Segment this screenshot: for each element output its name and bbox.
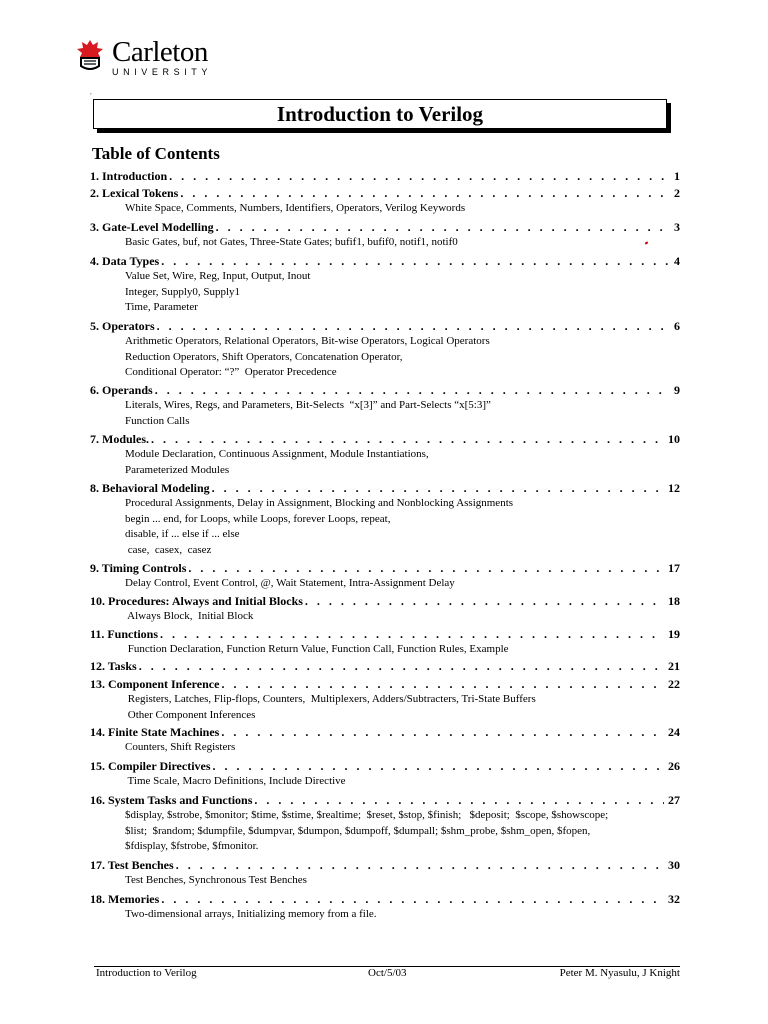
dot-leader — [155, 383, 670, 398]
toc-subtopics: Other Component Inferences — [125, 708, 256, 721]
stray-mark: , — [90, 88, 92, 96]
dot-leader — [254, 793, 664, 808]
footer — [94, 966, 680, 979]
toc-entry-title[interactable]: 17. Test Benches — [90, 858, 174, 872]
toc-entry-row[interactable] — [90, 481, 680, 496]
toc-entry-title[interactable]: 14. Finite State Machines — [90, 725, 220, 739]
toc-entry-title[interactable]: 1. Introduction — [90, 169, 168, 183]
dot-leader — [216, 220, 670, 235]
toc-page-number[interactable]: 27 — [668, 793, 680, 807]
toc-subtopics: Counters, Shift Registers — [125, 741, 236, 753]
toc-subtopics: Module Declaration, Continuous Assignment, Module Instantiations, — [125, 448, 429, 460]
toc-entry — [90, 659, 680, 674]
logo-name: Carleton — [112, 36, 208, 68]
toc-entry-title[interactable]: 2. Lexical Tokens — [90, 186, 179, 200]
toc-page-number[interactable]: 18 — [668, 594, 680, 608]
toc-entry-row[interactable] — [90, 254, 680, 269]
footer-left: Introduction to Verilog — [96, 967, 197, 979]
toc-entry-title[interactable]: 13. Component Inference — [90, 677, 220, 691]
toc-entry-title[interactable]: 9. Timing Controls — [90, 561, 187, 575]
toc-subtopics: Literals, Wires, Regs, and Parameters, Bit-Selects “x[3]” and Part-Selects “x[5:3]” — [125, 399, 491, 411]
dot-leader — [139, 659, 664, 674]
toc-page-number[interactable]: 2 — [674, 186, 680, 200]
toc-entry — [90, 481, 680, 558]
toc-entry-title[interactable]: 5. Operators — [90, 319, 155, 333]
toc-subtopics: case, casex, casez — [125, 543, 212, 556]
toc-subtopics: $display, $strobe, $monitor; $time, $stime, $realtime; $reset, $stop, $finish; $deposit; $scope, $showscope; — [125, 809, 609, 821]
toc-subtopics: Parameterized Modules — [125, 463, 230, 476]
toc-entry-row[interactable] — [90, 892, 680, 907]
toc-entry — [90, 594, 680, 625]
title-box — [93, 99, 667, 129]
toc-entry — [90, 759, 680, 790]
toc-subtopics: Two-dimensional arrays, Initializing memory from a file. — [125, 908, 377, 920]
toc-page-number[interactable]: 19 — [668, 627, 680, 641]
toc-subtopics: Time Scale, Macro Definitions, Include Directive — [125, 775, 346, 787]
toc-entry-title[interactable]: 7. Modules. — [90, 432, 150, 446]
toc-entry-row[interactable] — [90, 186, 680, 201]
carleton-logo — [76, 38, 212, 77]
toc-page-number[interactable]: 24 — [668, 725, 680, 739]
toc-page-number[interactable]: 32 — [668, 892, 680, 906]
toc-entry-row[interactable] — [90, 561, 680, 576]
toc-entry — [90, 186, 680, 217]
dot-leader — [213, 759, 664, 774]
toc-entry-title[interactable]: 8. Behavioral Modeling — [90, 481, 210, 495]
toc-subtopics: Function Calls — [125, 414, 190, 427]
toc-entry-row[interactable] — [90, 858, 680, 873]
footer-authors: Peter M. Nyasulu, J Knight — [559, 967, 680, 979]
toc-subtopics: Procedural Assignments, Delay in Assignment, Blocking and Nonblocking Assignments — [125, 497, 514, 509]
dot-leader — [161, 892, 664, 907]
toc-entry — [90, 432, 680, 478]
toc-page-number[interactable]: 22 — [668, 677, 680, 691]
dot-leader — [305, 594, 664, 609]
dot-leader — [169, 169, 670, 184]
toc-heading: Table of Contents — [92, 144, 220, 163]
toc-entry-row[interactable] — [90, 725, 680, 740]
toc-subtopics: Always Block, Initial Block — [125, 610, 254, 622]
logo-subtitle: UNIVERSITY — [112, 67, 213, 77]
toc-entry-row[interactable] — [90, 659, 680, 674]
toc-entry — [90, 725, 680, 756]
toc-entry — [90, 220, 680, 251]
toc-subtopics: Reduction Operators, Shift Operators, Concatenation Operator, — [125, 350, 403, 363]
dot-leader — [161, 254, 670, 269]
dot-leader — [221, 725, 664, 740]
toc-entry — [90, 627, 680, 658]
toc-entry-title[interactable]: 6. Operands — [90, 383, 153, 397]
toc-entry — [90, 319, 680, 381]
toc-entry — [90, 858, 680, 889]
toc-entry-row[interactable] — [90, 220, 680, 235]
toc-entry-row[interactable] — [90, 627, 680, 642]
toc-entry-title[interactable]: 3. Gate-Level Modelling — [90, 220, 214, 234]
toc-entry-row[interactable] — [90, 759, 680, 774]
footer-date: Oct/5/03 — [368, 967, 407, 979]
toc-subtopics: disable, if ... else if ... else — [125, 528, 240, 540]
toc-page-number[interactable]: 10 — [668, 432, 680, 446]
toc-page-number[interactable]: 21 — [668, 659, 680, 673]
toc-subtopics: Integer, Supply0, Supply1 — [125, 285, 241, 298]
toc-entry — [90, 169, 680, 184]
toc-subtopics: $fdisplay, $fstrobe, $fmonitor. — [125, 840, 259, 852]
toc-subtopics: Time, Parameter — [125, 301, 198, 313]
toc-entry-row[interactable] — [90, 319, 680, 334]
toc-entry-row[interactable] — [90, 793, 680, 808]
toc-subtopics: $list; $random; $dumpfile, $dumpvar, $dumpon, $dumpoff, $dumpall; $shm_probe, $shm_open, $fopen, — [125, 824, 591, 837]
dot-leader — [180, 186, 670, 201]
dot-leader — [212, 481, 664, 496]
toc-entry-title[interactable]: 12. Tasks — [90, 659, 137, 673]
toc-page-number[interactable]: 6 — [674, 319, 680, 333]
toc-page-number[interactable]: 30 — [668, 858, 680, 872]
toc-entry — [90, 254, 680, 316]
toc-page-number[interactable]: 26 — [668, 759, 680, 773]
toc-page-number[interactable]: 9 — [674, 383, 680, 397]
toc-entry — [90, 383, 680, 429]
toc-entry-row[interactable] — [90, 432, 680, 447]
toc-page-number[interactable]: 12 — [668, 481, 680, 495]
toc-subtopics: Conditional Operator: “?” Operator Precedence — [125, 366, 337, 378]
dot-leader — [160, 627, 664, 642]
toc-entry-row[interactable] — [90, 677, 680, 692]
toc-subtopics: Delay Control, Event Control, @, Wait Statement, Intra-Assignment Delay — [125, 577, 455, 589]
toc-entry-title[interactable]: 15. Compiler Directives — [90, 759, 211, 773]
toc-entry-title[interactable]: 18. Memories — [90, 892, 160, 906]
toc-entry-row[interactable] — [90, 383, 680, 398]
toc-subtopics: Registers, Latches, Flip-flops, Counters, Multiplexers, Adders/Subtracters, Tri-State Buffers — [125, 693, 536, 705]
toc-entry-row[interactable] — [90, 594, 680, 609]
toc-subtopics: Value Set, Wire, Reg, Input, Output, Inout — [125, 270, 311, 282]
dot-leader — [188, 561, 664, 576]
toc-entry-title[interactable]: 4. Data Types — [90, 254, 160, 268]
dot-leader — [221, 677, 664, 692]
toc-entry-title[interactable]: 11. Functions — [90, 627, 159, 641]
toc-entry-title[interactable]: 10. Procedures: Always and Initial Blocks — [90, 594, 303, 608]
dot-leader — [151, 432, 664, 447]
toc-page-number[interactable]: 1 — [674, 169, 680, 183]
toc-entry — [90, 793, 680, 855]
toc-entry — [90, 677, 680, 723]
toc-page-number[interactable]: 17 — [668, 561, 680, 575]
toc-subtopics: begin ... end, for Loops, while Loops, forever Loops, repeat, — [125, 512, 391, 525]
toc-entry-title[interactable]: 16. System Tasks and Functions — [90, 793, 253, 807]
toc-subtopics: Basic Gates, buf, not Gates, Three-State Gates; bufif1, bufif0, notif1, notif0 — [125, 236, 458, 248]
toc-entry — [90, 892, 680, 923]
toc-entry-row[interactable] — [90, 169, 680, 184]
toc-subtopics: Test Benches, Synchronous Test Benches — [125, 874, 307, 886]
toc-page-number[interactable]: 4 — [674, 254, 680, 268]
toc-entry — [90, 561, 680, 592]
toc-page-number[interactable]: 3 — [674, 220, 680, 234]
toc-subtopics: Arithmetic Operators, Relational Operators, Bit-wise Operators, Logical Operators — [125, 335, 490, 347]
toc-subtopics: White Space, Comments, Numbers, Identifiers, Operators, Verilog Keywords — [125, 202, 466, 214]
toc-subtopics: Function Declaration, Function Return Value, Function Call, Function Rules, Example — [125, 643, 509, 655]
page-title: Introduction to Verilog — [276, 102, 484, 126]
dot-leader — [157, 319, 670, 334]
shield-icon — [76, 38, 104, 74]
dot-leader — [176, 858, 664, 873]
